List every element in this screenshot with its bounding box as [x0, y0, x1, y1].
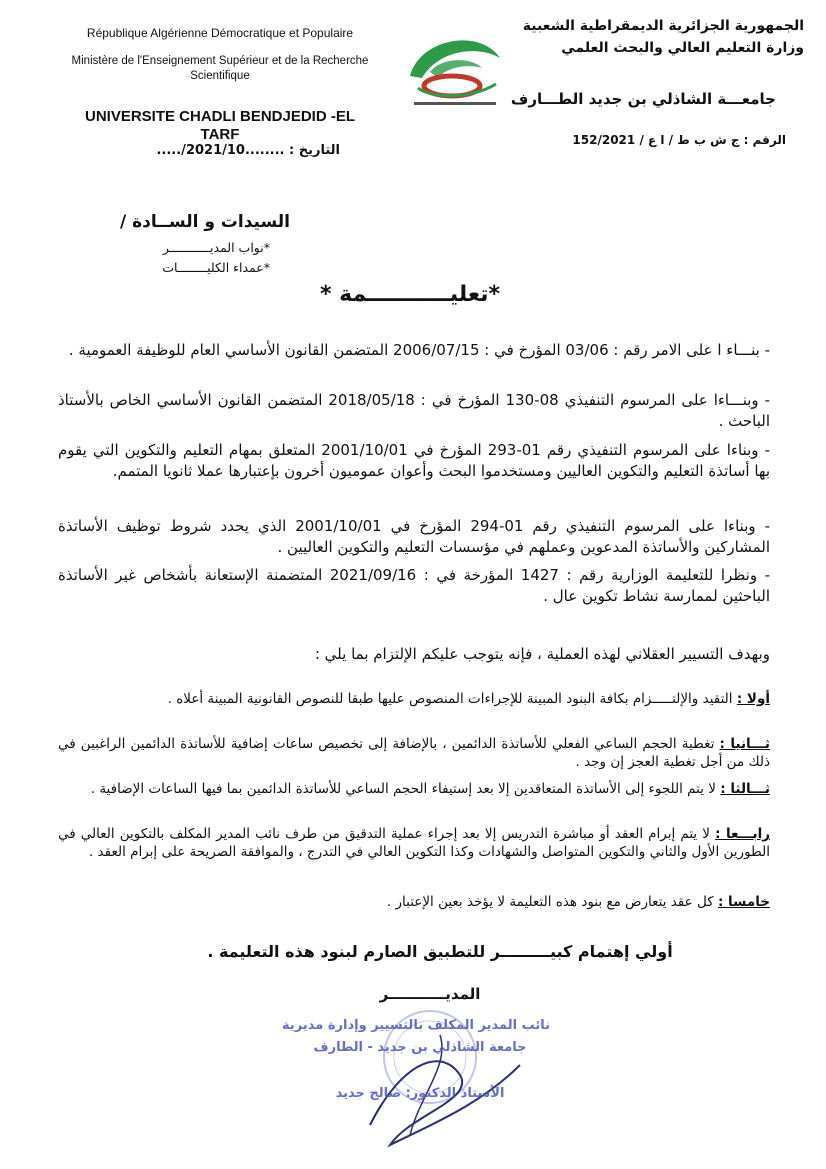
instruction-item: [58, 735, 770, 771]
item-text: كل عقد يتعارض مع بنود هذه التعليمة لا يؤخذ بعين الإعتبار .: [386, 894, 718, 910]
item-text: تغطية الحجم الساعي الفعلي للأساتذة الدائمين ، بالإضافة إلى تخصيص ساعات إضافية للأساتذة الدائمين الراغبين في ذلك من أجل تغطية العجز إن وجد .: [58, 736, 770, 770]
item-text: التقيد والإلتـــــزام بكافة البنود المبينة للإجراءات المنصوص عليها طبقا للنصوص القانونية المبينة أعلاه .: [167, 691, 737, 707]
stamp-line: جامعة الشاذلي بن جديد - الطارف: [313, 1040, 527, 1055]
header-republic-fr: République Algérienne Démocratique et Populaire: [86, 26, 354, 40]
preamble-paragraph: - وبناءا على المرسوم التنفيذي رقم 01-293 المؤرخ في 2001/10/01 المتعلق بمهام التعليم والتكوين التي يقوم بها أساتذة التعليم والتكوين العاليين ومستخدموا البحث وأعوان عموميون أخرون بإعتبارها عملا ثانويا المتمم.: [58, 441, 770, 480]
addressee-title: السيدات و الســادة /: [120, 212, 290, 232]
document-title: *تعليـــــــــــمة *: [319, 282, 501, 307]
preamble-paragraph: - وبناءا على المرسوم التنفيذي رقم 01-294 المؤرخ في 2001/10/01 الذي يحدد شروط توظيف الأساتذة المشاركين والأساتذة المدعوين وعملهم في مؤسسات التعليم والتكوين العاليين .: [58, 517, 770, 556]
item-label: ثـــانيا :: [719, 736, 771, 752]
header-university-fr: UNIVERSITE CHADLI BENDJEDID -EL TARF: [84, 108, 356, 143]
closing-sentence: أولي إهتمام كبيـــــــــر للتطبيق الصارم لبنود هذه التعليمة .: [207, 942, 673, 961]
item-label: خامسا :: [717, 894, 770, 910]
instruction-item: [58, 690, 770, 708]
university-logo: [400, 28, 510, 112]
header-university-ar: جامعـــة الشاذلي بن جديد الطـــارف: [510, 90, 776, 108]
preamble-paragraph: - ونظرا للتعليمة الوزارية رقم : 1427 المؤرخة في : 2021/09/16 المتضمنة الإستعانة بأشخاص غير الأساتذة الباحثين لممارسة نشاط تكوين عال .: [58, 566, 771, 605]
date-line: التاريخ : ........2021/10/.....: [156, 143, 340, 158]
item-text: لا يتم إبرام العقد أو مباشرة التدريس إلا بعد إجراء عملية التدقيق من طرف نائب المدير المكلف بالتكوين العالي في الطورين الأول والثاني والتكوين المتواصل والشهادات وكذا التكوين العالي في التدرج ، والموافقة الصريحة على إبرام العقد .: [58, 826, 770, 860]
instruction-item: [58, 893, 770, 911]
intro-sentence: وبهدف التسيير العقلاني لهذه العملية ، فإنه يتوجب عليكم الإلتزام بما يلي :: [314, 645, 770, 663]
item-label: رابـــعا :: [715, 826, 770, 842]
item-text: لا يتم اللجوء إلى الأساتذة المتعاقدين إلا بعد إستيفاء الحجم الساعي للأساتذة الدائمين بما فيها الساعات الإضافية .: [90, 781, 721, 797]
preamble-paragraph: - بنـــاء ا على الامر رقم : 03/06 المؤرخ في : 2006/07/15 المتضمن القانون الأساسي العام للوظيفة العمومية .: [68, 341, 770, 359]
header-ministry-fr: Ministère de l'Enseignement Supérieur et de la Recherche Scientifique: [71, 55, 369, 82]
director-title: المديـــــــــــر: [379, 985, 481, 1003]
preamble-paragraph: - وبنـــاءا على المرسوم التنفيذي 08-130 المؤرخ في : 2018/05/18 المتضمن القانون الأساسي الخاص بالأستاذ الباحث .: [58, 391, 771, 430]
addressee-line: *نواب المديـــــــــــر: [162, 240, 270, 255]
item-label: ثـــالثا :: [720, 781, 770, 797]
reference-number: الرقم : ج ش ب ط / ا ع / 152/2021: [572, 133, 786, 147]
header-ministry-ar: وزارة التعليم العالي والبحث العلمي: [561, 40, 804, 56]
header-republic-ar: الجمهورية الجزائرية الديمقراطية الشعبية: [522, 18, 804, 34]
signatory-name: الأستاذ الدكتور: صالح جديد: [335, 1086, 505, 1101]
stamp-line: نائب المدير المكلف بالتسيير وإدارة مديرية: [282, 1018, 550, 1033]
instruction-item: [58, 780, 770, 798]
instruction-item: [58, 825, 770, 861]
item-label: أولا :: [736, 691, 770, 707]
addressee-line: *عمداء الكليــــــــات: [162, 260, 270, 275]
